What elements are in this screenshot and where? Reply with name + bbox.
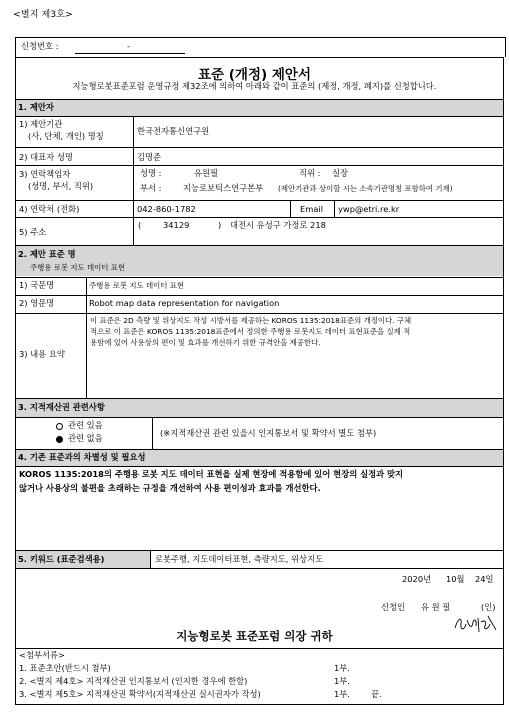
section2-heading: 2. 제안 표준 명 xyxy=(18,249,76,259)
application-number-field[interactable] xyxy=(75,42,185,54)
section4-line-2: 않거나 사용상의 불편을 초래하는 규정을 개선하여 사용 편이성과 효과를 개선한다. xyxy=(19,483,321,493)
address-value: 대전시 유성구 가정로 218 xyxy=(230,220,326,230)
applicant-seal-label: (인) xyxy=(481,602,496,612)
section1-header xyxy=(16,99,503,116)
section4-line-1: KOROS 1135:2018의 주행용 로봇 지도 데이터 표현을 실제 현장에 적용함에 있어 현장의 실정과 맞지 xyxy=(19,469,404,479)
contact-name-label: 성명 : xyxy=(140,168,162,178)
contact-label-line2: (성명, 부서, 직위) xyxy=(28,181,94,191)
option-yes-label: 관련 있음 xyxy=(68,420,103,430)
contact-dept-note: (제안기관과 상이할 시는 소속기관명칭 포함하여 기재) xyxy=(278,184,453,193)
email-label: Email xyxy=(300,204,324,214)
section5-heading: 5. 키워드 (표준검색용) xyxy=(18,554,105,564)
phone-value: 042-860-1782 xyxy=(137,204,196,214)
form-id-label: <별지 제3호> xyxy=(13,9,73,20)
contact-label-line1: 3) 연락책임자 xyxy=(19,169,71,179)
rep-label: 2) 대표자 성명 xyxy=(19,152,73,162)
option-no-label: 관련 없음 xyxy=(68,433,103,443)
date-year: 2020년 xyxy=(402,574,432,584)
attachment-item-3: 3. <별지 제5호> 지적재산권 확약서(지적재산권 실시권자가 작성) xyxy=(19,689,261,699)
summary-line-1: 이 표준은 2D 측량 및 위상지도 작성 시방서를 제공하는 KOROS 1135:2018표준의 개정이다. 구체 xyxy=(90,316,412,325)
contact-name-value: 유원필 xyxy=(194,168,219,178)
korean-name-value: 주행용 로봇 지도 데이터 표현 xyxy=(89,281,185,290)
org-name-value: 한국전자통신연구원 xyxy=(137,126,210,136)
summary-line-3: 용함에 있어 사용상의 편이 및 효과를 개선하기 위한 규격안을 제공한다. xyxy=(90,338,321,347)
date-month: 10월 xyxy=(446,574,465,584)
section4-heading: 4. 기존 표준과의 차별성 및 필요성 xyxy=(18,452,146,462)
applicant-name: 유 원 필 xyxy=(421,602,451,612)
application-number-value: - xyxy=(127,41,130,51)
phone-label: 4) 연락처 (전화) xyxy=(19,204,80,214)
date-day: 24일 xyxy=(475,574,494,584)
rep-name-value: 김명준 xyxy=(137,152,162,162)
addressee: 지능형로봇 표준포럼 의장 귀하 xyxy=(176,629,333,643)
application-number-label: 신청번호 : xyxy=(21,41,59,51)
intro-text: 지능형로봇표준포럼 운영규정 제32조에 의하여 아래와 같이 표준의 (제정, 개정, 폐지)를 신청합니다. xyxy=(72,81,437,91)
attachment-count-1: 1부. xyxy=(334,663,350,673)
summary-label: 3) 내용 요약 xyxy=(19,349,65,359)
email-value: ywp@etri.re.kr xyxy=(338,204,400,214)
end-mark: 끝. xyxy=(371,689,382,699)
korean-name-label: 1) 국문명 xyxy=(19,280,55,290)
page-title: 표준 (개정) 제안서 xyxy=(197,67,312,83)
attachment-count-2: 1부. xyxy=(334,676,350,686)
address-open-paren: ( xyxy=(138,220,142,230)
contact-dept-value: 지능로보틱스연구본부 xyxy=(183,183,264,193)
attachment-count-3: 1부. xyxy=(334,689,350,699)
english-name-value: Robot map data representation for navigation xyxy=(89,298,280,308)
address-zip: 34129 xyxy=(163,220,190,230)
section2-subtitle: 주행용 로봇 지도 데이터 표현 xyxy=(30,263,126,272)
section1-heading: 1. 제안자 xyxy=(18,102,54,112)
option-yes-radio[interactable] xyxy=(56,423,63,430)
org-label-line2: (사, 단체, 개인) 명칭 xyxy=(28,131,104,141)
summary-line-2: 적으로 이 표준은 KOROS 1135:2018표준에서 정의한 주행용 로봇지도 데이터 표현표준을 실제 적 xyxy=(90,327,411,336)
section3-heading: 3. 지적재산권 관련사항 xyxy=(18,402,105,412)
ip-note: (※지적재산권 관련 있을시 인지통보서 및 확약서 별도 첨부) xyxy=(160,428,377,438)
attachment-item-1: 1. 표준초안(반드시 첨부) xyxy=(19,663,111,673)
address-close-paren: ) xyxy=(218,220,222,230)
option-no-radio[interactable] xyxy=(56,436,63,443)
attachment-item-2: 2. <별지 제4호> 지적재산권 인지통보서 (인지한 경우에 한함) xyxy=(19,676,248,686)
contact-position-value: 실장 xyxy=(332,168,349,178)
contact-dept-label: 부서 : xyxy=(140,183,162,193)
english-name-label: 2) 영문명 xyxy=(19,298,55,308)
attachments-heading: <첨부서류> xyxy=(19,650,65,660)
contact-position-label: 직위 : xyxy=(299,168,321,178)
applicant-label: 신청인 xyxy=(381,602,406,612)
org-label-line1: 1) 제안기관 xyxy=(19,119,63,129)
address-label: 5) 주소 xyxy=(19,227,47,237)
keywords-value: 로봇주행, 지도데이터표현, 측량지도, 위상지도 xyxy=(155,554,324,564)
